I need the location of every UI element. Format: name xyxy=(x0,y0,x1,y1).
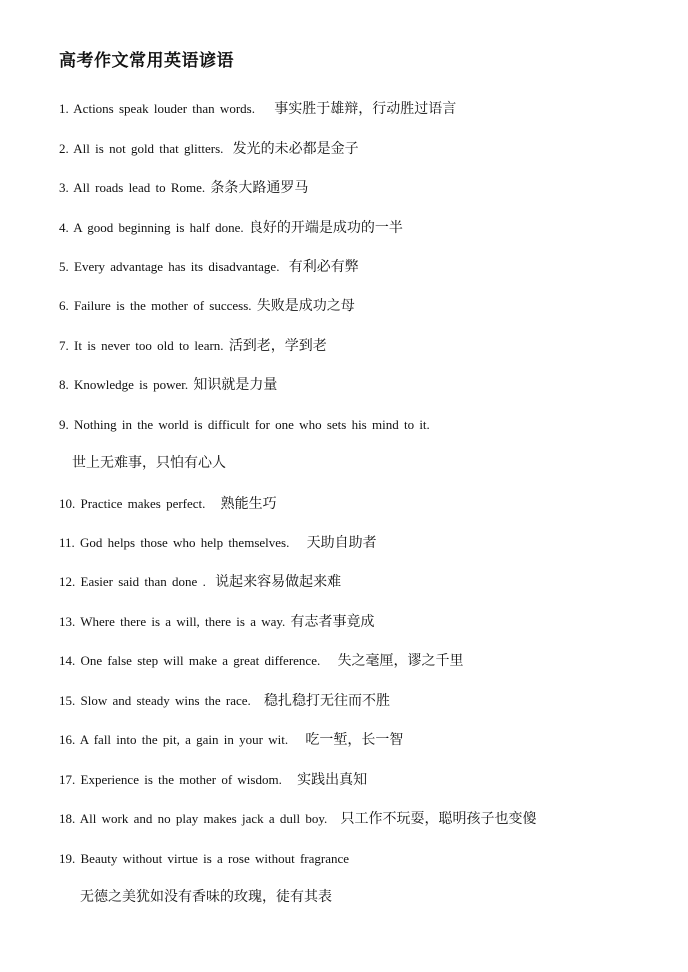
item-number: 9. xyxy=(59,417,69,432)
list-item xyxy=(59,612,375,632)
list-item xyxy=(59,809,537,829)
item-english: God helps those who help themselves. xyxy=(80,535,290,550)
item-english: It is never too old to learn. xyxy=(74,338,224,353)
item-english: Every advantage has its disadvantage. xyxy=(74,259,280,274)
item-number: 4. xyxy=(59,220,69,235)
item-number: 8. xyxy=(59,377,69,392)
item-english: Nothing in the world is difficult for one who sets his mind to it. xyxy=(74,417,430,432)
item-chinese: 说起来容易做起来难 xyxy=(215,574,342,590)
item-chinese: 吃一堑，长一智 xyxy=(305,732,404,748)
list-item xyxy=(59,533,377,553)
list-item xyxy=(59,572,341,592)
item-number: 18. xyxy=(59,811,76,826)
item-number: 5. xyxy=(59,259,69,274)
item-english: Where there is a will, there is a way. xyxy=(80,614,286,629)
item-chinese: 事实胜于雄辩，行动胜过语言 xyxy=(274,101,457,117)
item-english: All is not gold that glitters. xyxy=(73,141,224,156)
list-item xyxy=(59,296,355,316)
item-english: Failure is the mother of success. xyxy=(74,298,252,313)
list-item xyxy=(59,336,327,356)
item-chinese: 只工作不玩耍，聪明孩子也变傻 xyxy=(340,811,537,827)
item-chinese: 实践出真知 xyxy=(297,772,368,788)
item-english: Knowledge is power. xyxy=(74,377,189,392)
item-english: Easier said than done . xyxy=(80,574,206,589)
item-number: 7. xyxy=(59,338,69,353)
item-chinese-continuation: 无德之美犹如没有香味的玫瑰，徒有其表 xyxy=(80,889,332,905)
item-chinese-continuation: 世上无难事，只怕有心人 xyxy=(72,455,226,471)
item-chinese: 有利必有弊 xyxy=(288,259,359,275)
item-number: 16. xyxy=(59,732,76,747)
list-item xyxy=(59,257,359,277)
item-number: 3. xyxy=(59,180,69,195)
item-number: 2. xyxy=(59,141,69,156)
list-item xyxy=(59,375,277,395)
item-chinese: 有志者事竟成 xyxy=(290,614,375,630)
item-english: Experience is the mother of wisdom. xyxy=(80,772,282,787)
list-item xyxy=(59,139,359,159)
list-item xyxy=(59,651,463,671)
item-english: A good beginning is half done. xyxy=(73,220,244,235)
item-number: 17. xyxy=(59,772,76,787)
list-item xyxy=(59,849,349,869)
item-number: 6. xyxy=(59,298,69,313)
list-item xyxy=(59,218,403,238)
item-english: All work and no play makes jack a dull boy. xyxy=(79,811,328,826)
item-number: 12. xyxy=(59,574,76,589)
item-number: 15. xyxy=(59,693,76,708)
list-item xyxy=(59,494,277,514)
item-chinese: 失败是成功之母 xyxy=(256,298,355,314)
item-english: Beauty without virtue is a rose without fragrance xyxy=(80,851,350,866)
list-item xyxy=(59,730,403,750)
item-english: Actions speak louder than words. xyxy=(73,101,255,116)
list-item xyxy=(59,691,390,711)
item-english: All roads lead to Rome. xyxy=(73,180,206,195)
item-english: One false step will make a great difference. xyxy=(80,653,321,668)
item-chinese: 条条大路通罗马 xyxy=(210,180,309,196)
list-item xyxy=(59,99,456,119)
list-item xyxy=(59,178,308,198)
page-title: 高考作文常用英语谚语 xyxy=(59,51,234,71)
item-english: A fall into the pit, a gain in your wit. xyxy=(79,732,289,747)
item-number: 19. xyxy=(59,851,76,866)
item-english: Slow and steady wins the race. xyxy=(80,693,251,708)
item-chinese: 熟能生巧 xyxy=(220,496,277,512)
item-number: 14. xyxy=(59,653,76,668)
list-item xyxy=(59,770,367,790)
item-number: 1. xyxy=(59,101,69,116)
item-chinese: 良好的开端是成功的一半 xyxy=(248,220,403,236)
item-chinese: 天助自助者 xyxy=(306,535,377,551)
item-chinese: 发光的未必都是金子 xyxy=(232,141,359,157)
item-english: Practice makes perfect. xyxy=(80,496,206,511)
list-item xyxy=(59,415,430,435)
item-chinese: 知识就是力量 xyxy=(193,377,278,393)
item-number: 10. xyxy=(59,496,76,511)
item-chinese: 活到老，学到老 xyxy=(228,338,327,354)
item-chinese: 稳扎稳打无往而不胜 xyxy=(264,693,391,709)
item-number: 11. xyxy=(59,535,75,550)
item-chinese: 失之毫厘，谬之千里 xyxy=(337,653,464,669)
item-number: 13. xyxy=(59,614,76,629)
